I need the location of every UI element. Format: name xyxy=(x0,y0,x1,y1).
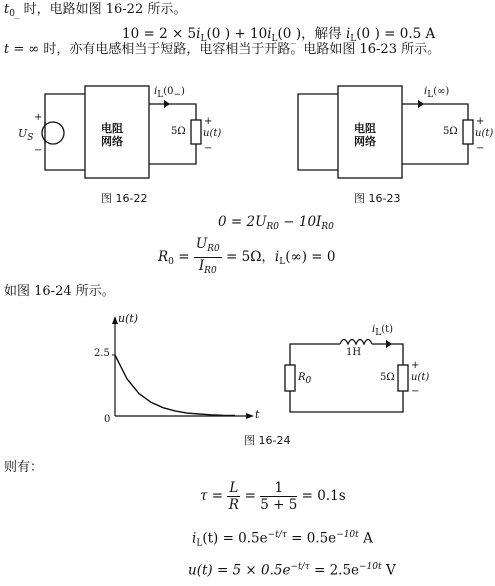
var-t: t xyxy=(4,2,10,17)
eq4-num1: L xyxy=(229,480,239,496)
eq5-exp2: −10t xyxy=(336,530,359,540)
eq5-mid: = 0.5e xyxy=(286,530,337,547)
eq1-mid: + 10 xyxy=(230,26,268,42)
fig22-voltage-label: u(t) xyxy=(203,128,222,139)
fig22-out-plus: + xyxy=(204,116,213,127)
inductor-icon xyxy=(340,340,372,345)
fig23-i-arg: (∞) xyxy=(433,86,450,97)
fig24-voltage-label: u(t) xyxy=(411,372,430,383)
fig23-i: i xyxy=(424,86,428,97)
fig23-out-plus: + xyxy=(476,116,485,127)
eq5-arg: (t) = 0.5e xyxy=(202,530,268,547)
fig24-minus: − xyxy=(411,386,420,397)
plot-y-label: u(t) xyxy=(118,312,139,325)
eq1-varsub: L xyxy=(200,34,207,44)
fig24-r0-R: R xyxy=(298,372,306,383)
fig24-wire-top-left xyxy=(290,344,340,365)
fig23-caption: 图 16-23 xyxy=(354,192,401,205)
eq3-cur-rest: (∞) = 0 xyxy=(285,249,336,265)
fig23-box-line2: 网络 xyxy=(354,135,376,148)
eq4-frac1 xyxy=(227,480,240,513)
eq3-lhs: R xyxy=(158,249,169,265)
fig22-box-line2: 网络 xyxy=(101,135,123,148)
eq4-frac2 xyxy=(260,480,297,513)
plot-y-tick-label: 2.5 xyxy=(94,348,110,359)
eq1-varsub3: L xyxy=(350,34,357,44)
eq5-unit: A xyxy=(358,530,373,547)
para4-text: 则有： xyxy=(4,460,44,475)
fig24-i: i xyxy=(372,324,376,335)
eq6-unit: V xyxy=(381,562,396,579)
eq4-eq: = xyxy=(240,488,261,504)
eq1-argclose3: ) xyxy=(374,26,380,42)
eq1-arg: (0 xyxy=(206,26,221,42)
eq5-lhs-sub: L xyxy=(196,538,203,549)
eq6-mid: = 2.5e xyxy=(309,562,360,579)
eq2-mid: − 10I xyxy=(278,214,322,230)
eq1-sep: ，解得 xyxy=(301,26,346,42)
fig24-wire-bottom xyxy=(290,391,403,412)
eq2-part1: 0 = 2U xyxy=(218,214,267,230)
fig22-i-argsub: − xyxy=(173,90,181,100)
fig24-resistor-label: 5Ω xyxy=(380,372,395,383)
equation-4 xyxy=(200,480,346,513)
eq1-var3: i xyxy=(345,26,351,42)
eq1-arg2: (0 xyxy=(277,26,292,42)
eq4-den1: R xyxy=(228,497,239,513)
eq3-rhs: = 5Ω， xyxy=(221,249,275,265)
plot-origin-label: 0 xyxy=(104,414,111,425)
fig24-r0-label xyxy=(298,372,311,386)
eq1-argclose2: ) xyxy=(295,26,302,42)
eq1-arg3: (0 xyxy=(356,26,371,42)
fig24-plus: + xyxy=(411,360,420,371)
fig22-source-plus: + xyxy=(34,112,43,123)
eq4-rest: = 0.1s xyxy=(297,488,346,504)
fig24-r0-resistor xyxy=(285,365,295,391)
eq6-exp1: −t/τ xyxy=(290,562,310,572)
fig23-i-sub: L xyxy=(427,90,434,100)
eq6-exp2: −10t xyxy=(359,562,382,572)
fig24-r0-sub: 0 xyxy=(305,376,312,386)
eq5-exp1: −t/τ xyxy=(267,530,287,540)
eq1-varsub2: L xyxy=(271,34,278,44)
eq4-tau: τ = xyxy=(200,488,224,504)
fig22-source-minus: − xyxy=(34,145,43,156)
eq1-result: = 0.5 A xyxy=(379,26,436,42)
fig22-resistor-label: 5Ω xyxy=(171,126,186,137)
para3-text: 如图 16-24 所示。 xyxy=(4,284,115,299)
eq3-num-sub: R0 xyxy=(207,244,220,254)
fig24-wire-top-right xyxy=(372,344,403,365)
eq2-sub1: R0 xyxy=(266,222,279,232)
fig22-i: i xyxy=(154,86,158,97)
eq3-lhs-sub: 0 xyxy=(168,257,174,267)
eq3-den-I: I xyxy=(198,258,205,274)
fig24-current-label xyxy=(372,324,393,338)
fig24-inductor-label: 1H xyxy=(346,347,362,358)
var-t2: t xyxy=(4,42,10,57)
eq4-den2: 5 + 5 xyxy=(260,497,298,513)
eq1-argclose: ) xyxy=(224,26,231,42)
fig22-i-sub: L xyxy=(157,90,164,100)
equation-5 xyxy=(192,530,373,549)
equation-6 xyxy=(188,562,396,579)
fig24-i-rest: (t) xyxy=(381,324,394,335)
fig24-resistor xyxy=(398,365,408,391)
eq2-sub2: R0 xyxy=(321,222,334,232)
eq3-num-U: U xyxy=(195,236,208,252)
eq1-argsub2: _ xyxy=(291,34,296,44)
equation-3: $R_0$ = $\frac{U_{R0}}{I_{R0}}$ = 5Ω，$i_L(\infty) = 0$ xyxy=(158,236,335,279)
eq4-num2: 1 xyxy=(260,480,297,497)
eq1-var2: i xyxy=(267,26,272,42)
eq3-cur: i xyxy=(274,249,280,265)
plot-x-label: t xyxy=(255,408,260,421)
para2-text: = ∞ 时，亦有电感相当于短路，电容相当于开路。电路如图 16-23 所示。 xyxy=(9,42,441,57)
fig24-caption: 图 16-24 xyxy=(244,434,291,447)
fig22-i-close: ) xyxy=(181,86,185,97)
eq3-den-sub: R0 xyxy=(204,266,217,276)
fig22-source-sub: S xyxy=(27,133,34,143)
fig22-box-line1: 电阻 xyxy=(101,122,123,135)
para1-text: 时，电路如图 16-22 所示。 xyxy=(19,2,187,17)
eq5-lhs: i xyxy=(192,530,197,547)
fig22-out-minus: − xyxy=(204,143,213,154)
eq1-argsub3: _ xyxy=(370,34,375,44)
eq3-cur-sub: L xyxy=(279,257,286,267)
sub-0minus: 0_ xyxy=(9,9,20,19)
fig22-source-U: U xyxy=(18,127,28,140)
eq1-lhs: 10 = 2 × 5 xyxy=(122,26,197,42)
fig23-out-minus: − xyxy=(476,143,485,154)
fig24-current-arrow-icon xyxy=(386,340,392,348)
fig24-i-sub: L xyxy=(375,328,382,338)
fig22-caption: 图 16-22 xyxy=(101,192,148,205)
fig23-box-line1: 电阻 xyxy=(354,122,376,135)
fig22-i-arg: (0 xyxy=(163,86,174,97)
eq1-var: i xyxy=(196,26,201,42)
eq6-lhs: u(t) = 5 × 0.5e xyxy=(188,562,291,579)
eq1-argsub: _ xyxy=(220,34,225,44)
fig23-resistor-label: 5Ω xyxy=(443,126,458,137)
fig23-voltage-label: u(t) xyxy=(475,128,494,139)
